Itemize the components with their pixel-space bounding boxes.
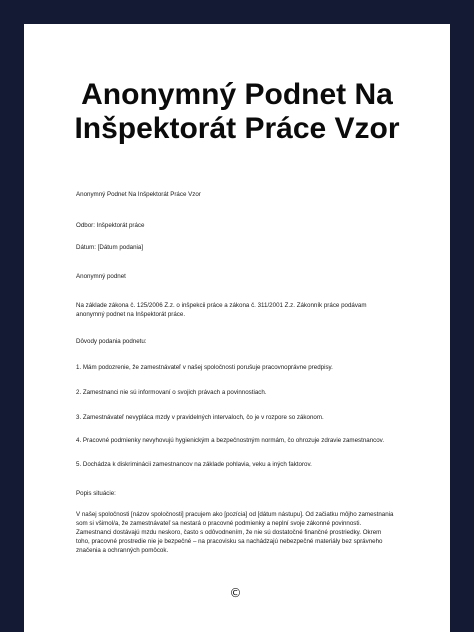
document-page xyxy=(24,24,450,632)
reason-item: 3. Zamestnávateľ nevypláca mzdy v pravidelných intervaloch, čo je v rozpore so zákonom. xyxy=(76,414,324,421)
reason-item: 2. Zamestnanci nie sú informovaní o svojich právach a povinnostiach. xyxy=(76,389,267,396)
reason-item: 5. Dochádza k diskriminácii zamestnancov na základe pohlavia, veku a iných faktorov. xyxy=(76,461,312,468)
situation-paragraph: V našej spoločnosti [názov spoločnosti] pracujem ako [pozícia] od [dátum nástupu]. Od začiatku môjho zamestnania som si všimol/a, že zamestnávateľ sa nestará o pracovné podmienky a neplní svoje zákonné povinnosti. Zamestnanci dostávajú mzdu neskoro, často s odôvodnením, že nie sú dostatočné finančné prostriedky. Okrem toho, pracovné prostredie nie je bezpečné – na pracovisku sa nachádzajú nebezpečné materiály bez správneho značenia a ochranných pomôcok. xyxy=(76,511,394,554)
document-body xyxy=(76,190,396,555)
date-line: Dátum: [Dátum podania] xyxy=(76,244,144,251)
reason-item: 1. Mám podozrenie, že zamestnávateľ v našej spoločnosti porušuje pracovnoprávne predpisy. xyxy=(76,364,333,371)
section-heading: Anonymný podnet xyxy=(76,273,126,280)
reason-item: 4. Pracovné podmienky nevyhovujú hygienickým a bezpečnostným normám, čo ohrozuje zdravie zamestnancov. xyxy=(76,437,385,444)
reasons-heading: Dôvody podania podnetu: xyxy=(76,338,147,345)
intro-paragraph: Na základe zákona č. 125/2006 Z.z. o inšpekcii práce a zákona č. 311/2001 Z.z. Zákonník práce podávam anonymný podnet na Inšpektorát práce. xyxy=(76,302,367,318)
copyright-icon: © xyxy=(229,586,242,600)
doc-heading: Anonymný Podnet Na Inšpektorát Práce Vzor xyxy=(76,191,201,198)
title-line-2: Inšpektorát Práce Vzor xyxy=(74,112,400,145)
department-line: Odbor: Inšpektorát práce xyxy=(76,222,145,229)
title-line-1: Anonymný Podnet Na xyxy=(81,78,393,111)
document-title xyxy=(34,78,440,146)
situation-heading: Popis situácie: xyxy=(76,490,116,497)
